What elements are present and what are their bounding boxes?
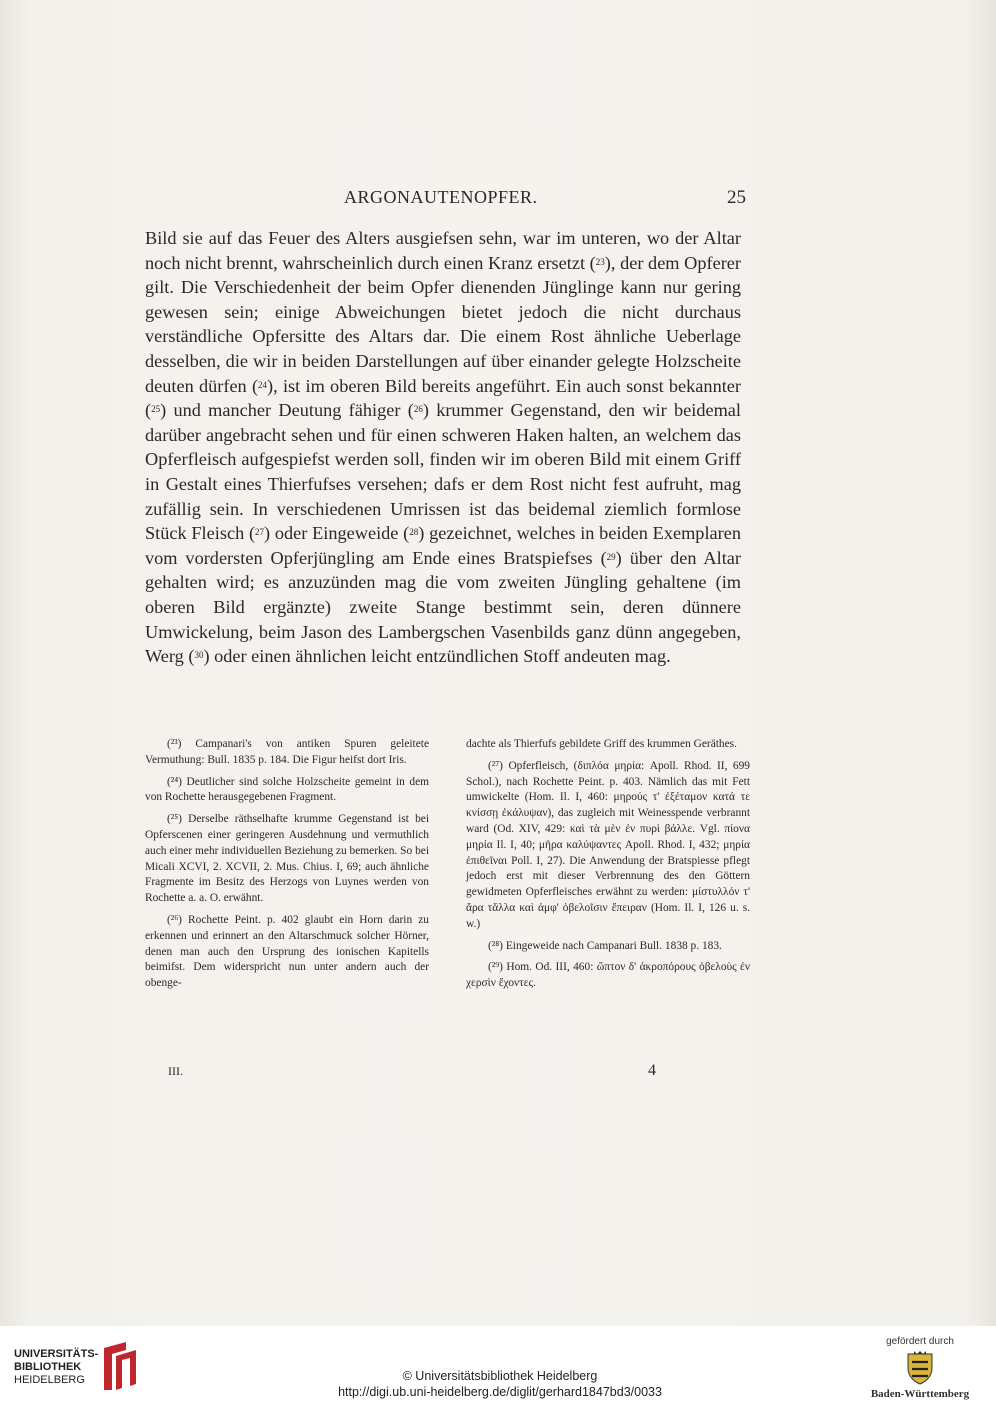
- footnote-ref-29[interactable]: 29: [606, 551, 616, 562]
- footnote-26-continued: dachte als Thierfufs gebildete Griff des krummen Geräthes.: [466, 738, 737, 750]
- copyright-notice: © Universitätsbibliothek Heidelberg http://digi.ub.uni-heidelberg.de/diglit/gerhard1847bd3/0033: [250, 1368, 750, 1400]
- footnote-26: (²⁶) Rochette Peint. p. 402 glaubt ein Horn darin zu erkennen und erinnert an den Altarschmuck solcher Hörner, denen man auch den Ursprung des ionischen Kapitells beimifst. Dem widerspricht nun unter andern auch der obenge-: [145, 913, 429, 990]
- footnote-25: (²⁵) Derselbe räthselhafte krumme Gegenstand ist bei Opferscenen einer geringeren Ausdehnung und vermuthlich auch einer mehr individuellen Beziehung zu bemerken. So bei Micali XCVI, 2. XCVII, 2. Mus. Chius. I, 69; auch ähnliche Fragmente im Besitz des Herzogs von Luynes werden von Rochette a. a. O. erwähnt.: [145, 813, 429, 905]
- footnote-27: (²⁷) Opferfleisch, (διπλόα μηρία: Apoll. Rhod. II, 699 Schol.), nach Rochette Peint. p. 403. Nämlich das mit Fett umwickelte (Hom. Il. I, 460: μηρούς τ' ἐξέταμον κατά τε κνίσσῃ ἐκάλυψαν), das zugleich mit Weinesspende verbrannt ward (Od. XIV, 429: καὶ τὰ μὲν ἐν πυρὶ βάλλε. Vgl. πίονα μηρία Il. I, 40; μῆρα καλύψαντες Apoll. Rhod. I, 432; μηρία ἐπιθεῖναι Poll. I, 27). Die Anwendung der Bratspiesse pflegt jedoch erst mit dieser Verbrennung des den Göttern gewidmeten Opferfleisches erwähnt zu werden: μίστυλλόν τ' ἄρα τἄλλα καὶ ἀμφ' ὀβελοῖσιν ἔπειραν (Hom. Il. I, 126 u. s. w.): [466, 759, 750, 930]
- footnotes-right-column: [466, 737, 750, 998]
- footnote-ref-28[interactable]: 28: [409, 527, 419, 538]
- footnote-29: (²⁹) Hom. Od. III, 460: ὤπτον δ' ἀκροπόρους ὀβελοὺς ἐν χερσὶν ἔχοντες.: [466, 961, 750, 990]
- footnotes-left-column: [145, 737, 429, 998]
- coat-of-arms-icon: [905, 1350, 935, 1386]
- running-title: ARGONAUTENOPFER.: [344, 187, 538, 207]
- main-text: Bild sie auf das Feuer des Alters ausgiefsen sehn, war im unteren, wo der Altar noch nicht brennt, wahrscheinlich durch einen Kranz ersetzt ($^{23}$), der dem Opferer gilt. Die Verschiedenheit der beim Opfer dienenden Jünglinge kann nur gering gewesen sein; einige Abweichungen bietet jedoch die nicht durchaus verständliche Opfersitte des Altars dar. Die einem Rost ähnliche Ueberlage desselben, die wir in beiden Darstellungen auf über einander gelegte Holzscheite deuten dürfen ($^{24}$), ist im oberen Bild bereits angeführt. Ein auch sonst bekannter ($^{25}$) und mancher Deutung fähiger ($^{26}$) krummer Gegenstand, den wir beidemal darüber angebracht sehen und für einen schweren Haken halten, an welchem das Opferfleisch aufgespiefst werden soll, finden wir im oberen Bild mit einem Griff in Gestalt eines Thierfufses versehen; dafs er dem Rost nicht fest aufruht, mag zufällig sein. In verschiedenen Umrissen ist das beidemal ziemlich formlose Stück Fleisch ($^{27}$) oder Eingeweide ($^{28}$) gezeichnet, welches in beiden Exemplaren vom vordersten Opferjüngling am Ende eines Bratspiefses ($^{29}$) über den Altar gehalten wird; es anzuzünden mag die vom zweiten Jüngling gehaltene (im oberen Bild ergänzte) zweite Stange bestimmt sein, deren dünnere Umwickelung, beim Jason des Lambergschen Vasenbilds ganz dünn angegeben, Werg ($^{30}$) oder einen ähnlichen leicht entzündlichen Stoff andeuten mag.: [145, 228, 742, 667]
- footnote-28: (²⁸) Eingeweide nach Campanari Bull. 1838 p. 183.: [488, 939, 722, 952]
- footnote-24: (²⁴) Deutlicher sind solche Holzscheite gemeint in dem von Rochette herausgegebenen Fragment.: [145, 775, 429, 804]
- permalink[interactable]: http://digi.ub.uni-heidelberg.de/diglit/gerhard1847bd3/0033: [338, 1385, 662, 1399]
- footnote-ref-25[interactable]: 25: [151, 404, 161, 415]
- library-logo[interactable]: UNIVERSITÄTS- BIBLIOTHEK HEIDELBERG: [14, 1348, 99, 1386]
- footnote-ref-30[interactable]: 30: [194, 650, 204, 661]
- footnote-ref-26[interactable]: 26: [413, 404, 423, 415]
- sponsor-block: gefördert durch Baden-Württemberg: [870, 1336, 970, 1400]
- footnote-ref-27[interactable]: 27: [255, 527, 265, 538]
- footnote-ref-24[interactable]: 24: [258, 379, 268, 390]
- footnote-ref-23[interactable]: 23: [595, 256, 605, 267]
- signature-mark: III.: [168, 1064, 183, 1078]
- footer-bar: [0, 1326, 996, 1404]
- library-mark-icon: [100, 1340, 140, 1392]
- gathering-number: 4: [648, 1062, 656, 1079]
- page-number: 25: [727, 187, 746, 208]
- footnote-23: (²³) Campanari's von antiken Spuren geleitete Vermuthung: Bull. 1835 p. 184. Die Figur heifst dort Iris.: [145, 738, 429, 766]
